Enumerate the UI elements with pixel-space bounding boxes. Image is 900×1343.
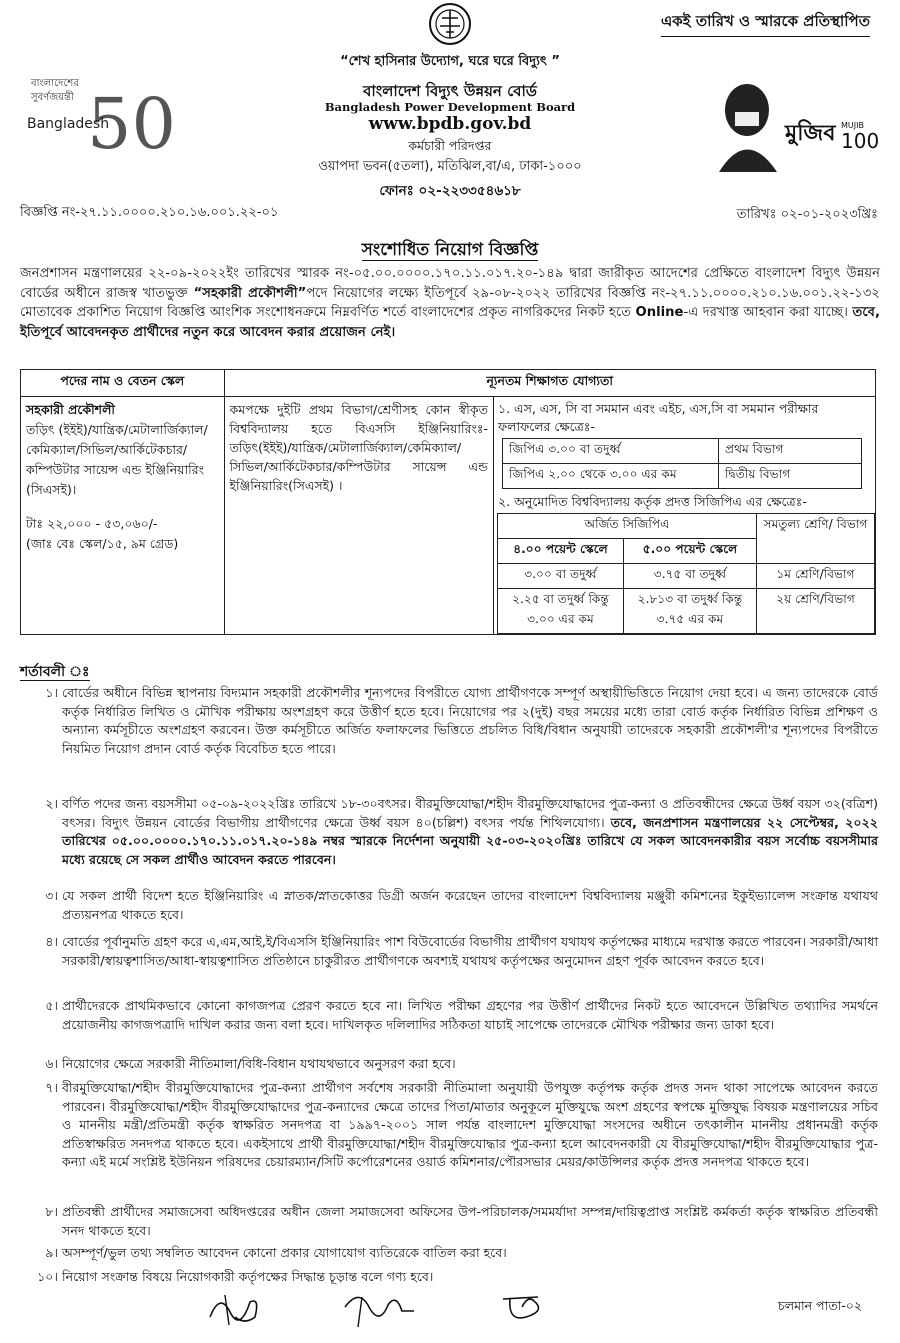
signature-3: [498, 1287, 558, 1329]
svg-text:50: 50: [87, 83, 177, 165]
department: কর্মচারী পরিদপ্তর: [408, 138, 492, 153]
term-number: ৭।: [45, 1080, 58, 1095]
table-row: [498, 514, 875, 539]
term-number: ৪।: [45, 934, 58, 949]
header-post: পদের নাম ও বেতন স্কেল: [21, 370, 225, 397]
memo-number: বিজ্ঞপ্তি নং-২৭.১১.০০০০.২১০.১৬.০০১.২২-০১: [20, 205, 279, 220]
table-cell: ৩.৭৫ বা তদুর্ধ্ব: [624, 564, 757, 589]
table-cell: ১ম শ্রেণি/বিভাগ: [757, 564, 875, 589]
phone: ফোনঃ ০২-২২৩৩৫৪৬১৮: [379, 183, 521, 199]
term-text: নিয়োগ সংক্রান্ত বিষয়ে নিয়োগকারী কর্তৃপক্ষের সিদ্ধান্ত চূড়ান্ত বলে গণ্য হবে।: [62, 1269, 434, 1284]
signature-1: [205, 1287, 275, 1329]
term-text: বীরমুক্তিযোদ্ধা/শহীদ বীরমুক্তিযোদ্ধাদের পুত্র-কন্যা প্রার্থীগণ সর্বশেষ সরকারী নীতিমালা অনুযায়ী উপযুক্ত কর্তৃপক্ষ কর্তৃক প্রদত্ত সনদ থাকা সাপেক্ষে আবেদন করতে পারবেন। বীরমুক্তিযোদ্ধা/শহীদ বীরমুক্তিযোদ্ধাদের পুত্র-কন্যাদের ক্ষেত্রে তাদের পিতা/মাতার অনুকূলে মুক্তিযুদ্ধে অংশ গ্রহণের স্বপক্ষে মুক্তিযুদ্ধ বিষয়ক মন্ত্রণালয়ের সচিব ও মাননীয় মন্ত্রী/প্রতিমন্ত্রী কর্তৃক স্বাক্ষরিত সনদপত্র বা ১৯৯৭-২০০১ সাল পর্যন্ত বাংলাদেশ মুক্তিযোদ্ধা সংসদের অধীনে তৎকালীন মাননীয় প্রধানমন্ত্রী কর্তৃক প্রতিস্বাক্ষরিত সনদপত্র থাকতে হবে। একইসাথে প্রার্থী বীরমুক্তিযোদ্ধা/শহীদ বীরমুক্তিযোদ্ধার পুত্র-কন্যা হলে আবেদনকারী যে বীরমুক্তিযোদ্ধা/শহীদ বীরমুক্তিযোদ্ধার পুত্র-কন্যা এই মর্মে সংশ্লিষ্ট ইউনিয়ন পরিষদের চেয়ারম্যান/সিটি কর্পোরেশনের ওয়ার্ড কমিশনার/পৌরসভার মেয়র/কাউন্সিলর কর্তৃক প্রদত্ত সনদপত্র থাকতে হবে।: [62, 1080, 878, 1169]
ssc-table: [502, 438, 862, 489]
term-text: বোর্ডের পূর্বানুমতি গ্রহণ করে এ,এম,আই,ই/বিএসসি ইঞ্জিনিয়ারিং পাশ বিউবোর্ডের বিভাগীয় প্রার্থীগণ যথাযথ কর্তৃপক্ষের মাধ্যমে দরখাস্ত করতে পারবেন। সরকারী/আধা সরকারী/স্বায়ত্বশাসিত/আধা-স্বায়ত্বশাসিত প্রতিষ্ঠানে চাকুরীরত প্রার্থীগণকে অবশ্যই যথাযথ কর্তৃপক্ষের অনুমোদন গ্রহণ পূর্বক আবেদন করতে হবে।: [62, 934, 878, 968]
terms-heading: শর্তাবলী ঃ: [20, 664, 90, 680]
table-cell: অর্জিত সিজিপিএ: [498, 514, 757, 539]
table-cell: সমতুল্য শ্রেণি/ বিভাগ: [757, 514, 875, 564]
degree-requirement: কমপক্ষে দুইটি প্রথম বিভাগ/শ্রেণীসহ কোন স্বীকৃত বিশ্ববিদ্যালয় হতে বিএসসি ইঞ্জিনিয়ারিংঃ- তড়িৎ(ইইই)/যান্ত্রিক/মেটালার্জিক্যাল/কেমিক্যাল/ সিভিল/আর্কিটেকচার/কম্পিউটার সায়েন্স এন্ড ইঞ্জিনিয়ারিং(সিএসই) ।: [224, 397, 493, 635]
table-cell: ৫.০০ পয়েন্ট স্কেলে: [624, 539, 757, 564]
cgpa-table: [497, 513, 875, 634]
table-cell: জিপিএ ৩.০০ বা তদুর্ধ্ব: [503, 439, 719, 464]
table-cell: প্রথম বিভাগ: [719, 439, 862, 464]
intro-paragraph: জনপ্রশাসন মন্ত্রণালয়ের ২২-০৯-২০২২ইং তারিখের স্মারক নং-০৫.০০.০০০০.১৭০.১১.০১৭.২০-১৪৯ দ্বারা জারীকৃত আদেশের প্রেক্ষিতে বাংলাদেশ বিদ্যুৎ উন্নয়ন বোর্ডের অধীনে রাজস্ব খাতভুক্ত “সহকারী প্রকৌশলী”পদে নিয়োগের লক্ষ্যে ইতিপূর্বে ২৯-০৮-২০২২ তারিখের বিজ্ঞপ্তি নং-২৭.১১.০০০০.২১০.১৬.০০১.২২-১৩২ মোতাবেক প্রকাশিত নিয়োগ বিজ্ঞপ্তি আংশিক সংশোধনক্রমে নিম্নবর্ণিত শর্তে বাংলাদেশের প্রকৃত নাগরিকদের নিকট হতে Online-এ দরখাস্ত আহবান করা যাচ্ছে। তবে, ইতিপূর্বে আবেদনকৃত প্রার্থীদের নতুন করে আবেদন করার প্রয়োজন নেই।: [20, 266, 880, 340]
post-name: সহকারী প্রকৌশলী: [26, 402, 115, 417]
table-row: [498, 564, 875, 589]
term-number: ৬।: [45, 1056, 58, 1071]
header-qualification: ন্যূনতম শিক্ষাগত যোগ্যতা: [224, 370, 875, 397]
term-number: ৯।: [45, 1245, 58, 1260]
org-name-bangla: বাংলাদেশ বিদ্যুৎ উন্নয়ন বোর্ড: [363, 82, 537, 100]
term-text: বর্ণিত পদের জন্য বয়সসীমা ০৫-০৯-২০২২খ্রিঃ তারিখে ১৮-৩০বৎসর। বীরমুক্তিযোদ্ধা/শহীদ বীরমুক্তিযোদ্ধাদের পুত্র-কন্যা ও প্রতিবন্ধীদের ক্ষেত্রে উর্ধ্ব বয়স ৩২(বত্রিশ) বৎসর। বিদ্যুৎ উন্নয়ন বোর্ডের বিভাগীয় প্রার্থীগণের ক্ষেত্রে উর্ধ্ব বয়স ৪০(চল্লিশ) বৎসর পর্যন্ত শিথিলযোগ্য। তবে, জনপ্রশাসন মন্ত্রণালয়ের ২২ সেপ্টেম্বর, ২০২২ তারিখের ০৫.০০.০০০০.১৭০.১১.০১৭.২০-১৪৯ নম্বর স্মারকে নির্দেশনা অনুযায়ী ২৫-০৩-২০২০খ্রিঃ তারিখে যে সকল আবেদনকারীর বয়স সর্বোচ্চ বয়সসীমার মধ্যে রয়েছে সে সকল প্রার্থীও আবেদন করতে পারবেন।: [62, 796, 878, 867]
pay-grade: (জাঃ বেঃ স্কেল/১৫, ৯ম গ্রেড): [26, 536, 179, 551]
term-text: প্রার্থীদেরকে প্রাথমিকভাবে কোনো কাগজপত্র প্রেরণ করতে হবে না। লিখিত পরীক্ষা গ্রহণের পর উত্তীর্ণ প্রার্থীদের নিকট হতে আবেদনে উল্লিখিত তথ্যাদির সমর্থনে প্রয়োজনীয় কাগজপত্রাদি দাখিল করার জন্য বলা হবে। দাখিলকৃত দলিলাদির সঠিকতা যাচাই সাপেক্ষে তাদেরকে মৌখিক পরীক্ষার জন্য ডাকা হবে।: [62, 998, 878, 1032]
slogan: “শেখ হাসিনার উদ্যোগ, ঘরে ঘরে বিদ্যুৎ ”: [340, 54, 560, 69]
svg-text:100: 100: [841, 129, 880, 153]
term-text: প্রতিবন্ধী প্রার্থীদের সমাজসেবা অধিদপ্তরের অধীন জেলা সমাজসেবা অফিসের উপ-পরিচালক/সমমর্যাদা সম্পন্ন/দায়িত্বপ্রাপ্ত সংশ্লিষ্ট কর্মকর্তা কর্তৃক স্বাক্ষরিত প্রতিবন্ধী সনদ থাকতে হবে।: [62, 1204, 878, 1238]
org-name-english: Bangladesh Power Development Board: [324, 100, 576, 114]
page-title: সংশোধিত নিয়োগ বিজ্ঞপ্তি: [361, 240, 539, 260]
term-text: বোর্ডের অধীনে বিভিন্ন স্থাপনায় বিদ্যমান সহকারী প্রকৌশলীর শূন্যপদের বিপরীতে যোগ্য প্রার্থীগণকে সম্পূর্ণ অস্থায়ীভিত্তিতে নিয়োগ দেয়া হবে। এ জন্য তাদেরকে বোর্ড কর্তৃক নির্ধারিত লিখিত ও মৌখিক পরীক্ষায় অংশগ্রহণ করে উত্তীর্ণ হতে হবে। নিয়োগের পর ২(দুই) বছর সময়ের মধ্যে তারা বোর্ড কর্তৃক নির্ধারিত বিভিন্ন প্রশিক্ষণ ও অন্যান্য কর্মসূচীতে অংশগ্রহণ করবেন। উক্ত কর্মসূচীতে অর্জিত ফলাফলের ভিত্তিতে প্রচলিত বিধি/বিধান অনুযায়ী তাদেরকে সহকারী প্রকৌশলী'র শূন্যপদের বিপরীতে নিয়মিত নিয়োগ প্রদান বোর্ড কর্তৃক বিবেচিত হতে পারে।: [62, 685, 878, 756]
table-cell: জিপিএ ২.০০ থেকে ৩.০০ এর কম: [503, 464, 719, 489]
address: ওয়াপদা ভবন(৫তলা), মতিঝিল,বা/এ, ঢাকা-১০০০: [318, 159, 582, 174]
post-subjects: তড়িৎ (ইইই)/যান্ত্রিক/মেটালার্জিক্যাল/ কেমিক্যাল/সিভিল/আর্কিটেকচার/ কম্পিউটার সায়েন্স এন্ড ইঞ্জিনিয়ারিং (সিএসই)।: [26, 422, 208, 497]
bpdb-emblem-icon: [428, 2, 472, 46]
table-cell: ৪.০০ পয়েন্ট স্কেলে: [498, 539, 624, 564]
pay-scale: টাঃ ২২,০০০ - ৫৩,০৬০/-: [26, 516, 158, 531]
term-text: যে সকল প্রার্থী বিদেশ হতে ইঞ্জিনিয়ারিং এ স্নাতক/স্নাতকোত্তর ডিগ্রী অর্জন করেছেন তাদের বাংলাদেশ বিশ্ববিদ্যালয় মঞ্জুরী কমিশনের ইকুইভ্যালেন্স সংক্রান্ত যথাযথ প্রত্যয়নপত্র থাকতে হবে।: [62, 888, 878, 922]
term-number: ১০।: [37, 1269, 58, 1284]
post-cell: [21, 397, 225, 635]
requirements-table: [20, 369, 876, 635]
svg-text:বাংলাদেশের: বাংলাদেশের: [31, 78, 79, 89]
replacement-note: একই তারিখ ও স্মারকে প্রতিস্থাপিত: [661, 10, 870, 37]
term-text: নিয়োগের ক্ষেত্রে সরকারী নীতিমালা/বিধি-বিধান যথাযথভাবে অনুসরণ করা হবে।: [62, 1056, 456, 1071]
term-number: ৮।: [45, 1204, 58, 1219]
term-number: ১।: [45, 685, 58, 700]
svg-text:সুবর্ণজয়ন্তী: সুবর্ণজয়ন্তী: [31, 92, 74, 103]
cgpa-heading: ২. অনুমোদিত বিশ্ববিদ্যালয় কর্তৃক প্রদত্ত সিজিপিএ এর ক্ষেত্রেঃ-: [498, 494, 807, 509]
table-row: [498, 589, 875, 634]
svg-text:MUJIB: MUJIB: [841, 121, 864, 130]
table-row: [503, 464, 862, 489]
term-number: ৫।: [45, 998, 58, 1013]
website[interactable]: www.bpdb.gov.bd: [368, 114, 532, 134]
notice-date: তারিখঃ ০২-০১-২০২৩খ্রিঃ: [736, 207, 878, 222]
grades-cell: [494, 397, 876, 635]
svg-text:Bangladesh: Bangladesh: [27, 116, 110, 132]
term-text: অসম্পূর্ণ/ভুল তথ্য সম্বলিত আবেদন কোনো প্রকার যোগাযোগ ব্যতিরেকে বাতিল করা হবে।: [62, 1245, 507, 1260]
svg-text:মুজিব: মুজিব: [785, 121, 836, 146]
table-cell: ৩.০০ বা তদুর্ধ্ব: [498, 564, 624, 589]
term-number: ৩।: [45, 888, 58, 903]
signature-2: [340, 1287, 420, 1329]
table-cell: ২য় শ্রেণি/বিভাগ: [757, 589, 875, 634]
ssc-heading: ১. এস, এস, সি বা সমমান এবং এইচ, এস,সি বা সমমান পরীক্ষার ফলাফলের ক্ষেত্রেঃ-: [498, 401, 819, 434]
mujib-100-logo: [707, 72, 882, 172]
table-cell: ২.২৫ বা তদুর্ধ্ব কিন্তু ৩.০০ এর কম: [498, 589, 624, 634]
table-cell: ২.৮১৩ বা তদুর্ধ্ব কিন্তু ৩.৭৫ এর কম: [624, 589, 757, 634]
table-row: [503, 439, 862, 464]
next-page-indicator: চলমান পাতা-০২: [778, 1298, 862, 1313]
table-cell: দ্বিতীয় বিভাগ: [719, 464, 862, 489]
term-number: ২।: [45, 796, 58, 811]
